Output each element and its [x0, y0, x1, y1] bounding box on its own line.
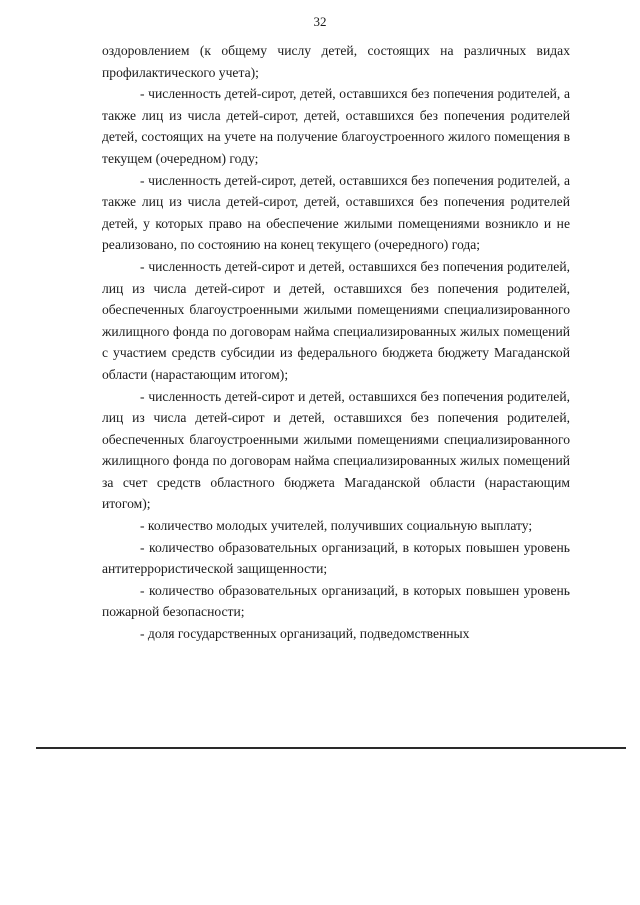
paragraph-orphans-unrealized-right: - численность детей-сирот, детей, оставшихся без попечения родителей, а также лиц из числа детей-сирот, детей, оставшихся без попечения родителей детей, у которых право на обеспечение жилыми помещениями возникло и не реализовано, по состоянию на конец текущего (очередного) года;: [102, 172, 570, 253]
document-body: [102, 40, 570, 645]
horizontal-divider: [36, 747, 626, 749]
paragraph-continuation: оздоровлением (к общему числу детей, состоящих на различных видах профилактического учета);: [102, 43, 570, 80]
paragraph-orphans-waiting-housing: - численность детей-сирот, детей, оставшихся без попечения родителей, а также лиц из числа детей-сирот, детей, оставшихся без попечения родителей детей, состоящих на учете на получение благоустроенного жилого помещения в текущем (очередном) году;: [102, 86, 570, 166]
paragraph-orphans-housed-regional: - численность детей-сирот и детей, оставшихся без попечения родителей, лиц из числа детей-сирот и детей, оставшихся без попечения родителей, обеспеченных благоустроенными жилыми помещениями специализированного жилищного фонда по договорам найма специализированных жилых помещений за счет средств областного бюджета Магаданской области (нарастающим итогом);: [102, 388, 570, 512]
paragraph-orphans-housed-federal: - численность детей-сирот и детей, оставшихся без попечения родителей, лиц из числа детей-сирот и детей, оставшихся без попечения родителей, обеспеченных благоустроенными жилыми помещениями специализированного жилищного фонда по договорам найма специализированных жилых помещений с участием средств субсидии из федерального бюджета бюджету Магаданской области (нарастающим итогом);: [102, 258, 570, 382]
paragraph-fire-safety: - количество образовательных организаций, в которых повышен уровень пожарной безопасности;: [102, 582, 570, 620]
paragraph-antiterror-security: - количество образовательных организаций, в которых повышен уровень антитеррористической защищенности;: [102, 539, 570, 577]
page-number: 32: [313, 14, 327, 29]
paragraph-young-teachers: - количество молодых учителей, получивших социальную выплату;: [140, 518, 533, 534]
paragraph-state-organizations-share: - доля государственных организаций, подведомственных: [140, 626, 470, 642]
